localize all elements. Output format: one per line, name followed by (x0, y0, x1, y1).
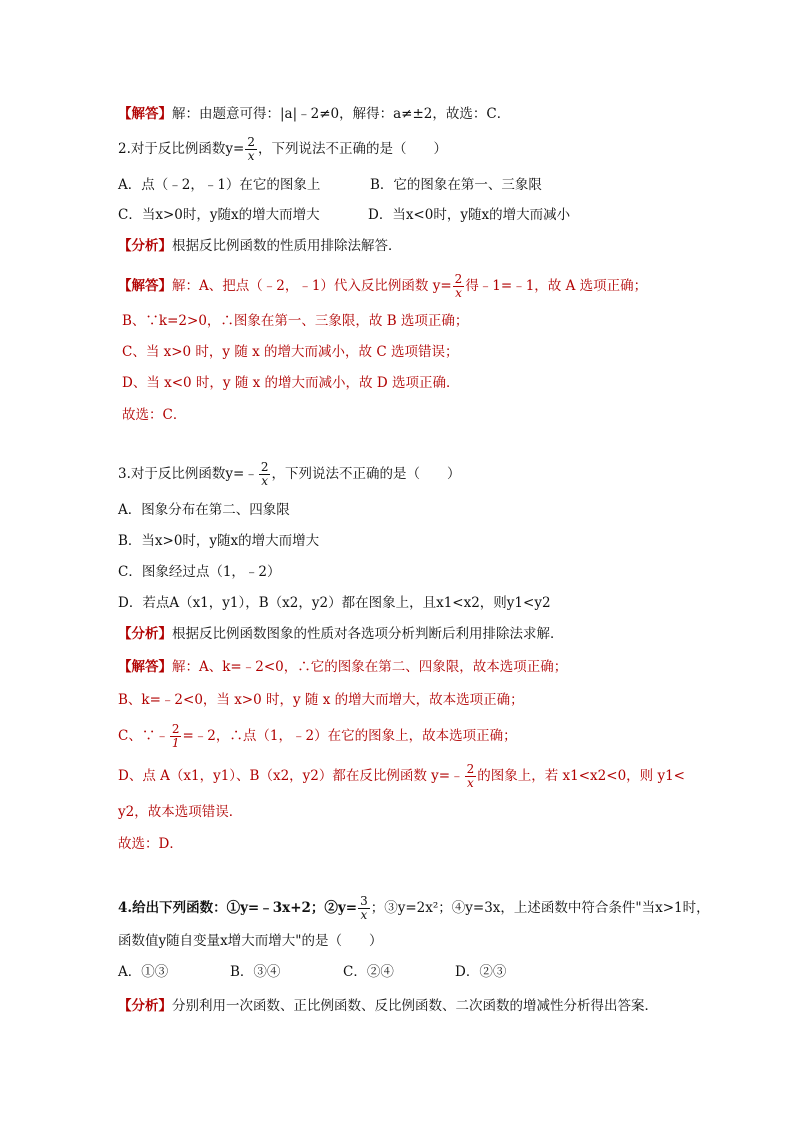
fraction-denominator: x (247, 149, 255, 163)
fraction-numerator: 2 (466, 762, 475, 776)
q4-stem-line-2 (118, 931, 382, 951)
q2-solution-c-text: C、当 x>0 时，y 随 x 的增大而减小，故 C 选项错误； (122, 344, 459, 360)
q2-stem-text-2: ，下列说法不正确的是（ ） (257, 141, 447, 157)
q2-solution-b (122, 311, 468, 331)
q2-option-a: A．点（﹣2，﹣1）在它的图象上 (118, 177, 321, 193)
q3-solution-a (118, 657, 567, 677)
q4-analysis (118, 996, 658, 1016)
q2-option-b: B．它的图象在第一、三象限 (370, 177, 542, 193)
q3-analysis (118, 624, 564, 644)
q2-choose-text: 故选：C． (122, 407, 187, 423)
q3-solution-d (118, 763, 685, 790)
q3-option-b: B．当x>0时，y随x的增大而增大 (118, 533, 320, 549)
q4-stem (118, 895, 710, 922)
q2-stem-text: 2.对于反比例函数y= (118, 141, 245, 157)
fraction (465, 763, 477, 790)
q4-option-c-line (343, 962, 394, 982)
fraction-numerator: 2 (260, 460, 269, 474)
q3-option-c-line (118, 562, 281, 582)
q2-solution-a-text: 解：A、把点（﹣2，﹣1）代入反比例函数 y= (172, 278, 452, 294)
q2-stem (118, 136, 447, 163)
q3-stem-text: 3.对于反比例函数y=﹣ (118, 466, 258, 482)
fraction-numerator: 2 (247, 135, 255, 149)
q4-option-d: D．②③ (455, 964, 507, 980)
solution-tag: 【解答】 (118, 659, 172, 675)
q3-choose (118, 834, 183, 854)
q2-solution-a-text-2: 得﹣1=﹣1，故 A 选项正确； (465, 278, 648, 294)
q2-solution-a (118, 273, 647, 300)
q3-solution-a-text: 解：A、k=﹣2<0，∴它的图象在第二、四象限，故本选项正确； (172, 659, 568, 675)
q4-stem-text-2: ；③y=2x²；④y=3x，上述函数中符合条件"当x>1时， (370, 900, 710, 916)
q2-solution-b-text: B、∵k=2>0，∴图象在第一、三象限，故 B 选项正确； (122, 313, 469, 329)
q3-option-d: D．若点A（x1，y1），B（x2，y2）都在图象上，且x1<x2，则y1<y2 (118, 595, 551, 611)
q2-solution-d (122, 373, 459, 393)
q3-solution-d-text-2: 的图象上，若 x1<x2<0，则 y1< (477, 768, 685, 784)
analysis-tag: 【分析】 (118, 998, 172, 1014)
fraction-numerator: 2 (171, 722, 180, 736)
q2-solution-c (122, 342, 458, 362)
fraction-denominator: x (360, 908, 368, 922)
fraction-numerator: 3 (360, 894, 368, 908)
q3-stem (118, 461, 460, 488)
fraction-denominator: x (467, 776, 474, 790)
q4-option-a: A．①③ (118, 964, 169, 980)
q2-choose (122, 405, 186, 425)
q3-option-b-line (118, 531, 319, 551)
q4-analysis-text: 分别利用一次函数、正比例函数、反比例函数、二次函数的增减性分析得出答案． (172, 998, 658, 1014)
q4-option-b: B．③④ (230, 964, 281, 980)
q4-option-d-line (455, 962, 506, 982)
q2-solution-d-text: D、当 x<0 时，y 随 x 的增大而减小，故 D 选项正确． (122, 375, 460, 391)
q3-choose-text: 故选：D． (118, 836, 183, 852)
fraction (245, 136, 257, 163)
q2-analysis (118, 236, 402, 256)
q3-solution-d-text-3: y2，故本选项错误． (118, 804, 243, 820)
q2-options-row-1 (118, 175, 320, 195)
solution-tag: 【解答】 (118, 106, 172, 122)
q3-stem-text-2: ，下列说法不正确的是（ ） (271, 466, 461, 482)
q4-option-b-line (230, 962, 280, 982)
fraction (170, 723, 182, 750)
q3-option-d-line (118, 593, 551, 613)
q3-option-a-line (118, 500, 290, 520)
fraction (453, 273, 465, 300)
q3-analysis-text: 根据反比例函数图象的性质对各选项分析判断后利用排除法求解． (172, 626, 564, 642)
q2-option-c: C．当x>0时，y随x的增大而增大 (118, 207, 320, 223)
q2-analysis-text: 根据反比例函数的性质用排除法解答． (172, 238, 402, 254)
fraction (259, 461, 271, 488)
q1-solution-line (118, 104, 510, 124)
analysis-tag: 【分析】 (118, 626, 172, 642)
q3-solution-d-cont (118, 802, 242, 822)
q4-option-a-line (118, 962, 168, 982)
q4-stem-text: 4.给出下列函数：①y=﹣3x+2；②y= (118, 900, 358, 916)
q2-options-row-2 (118, 205, 320, 225)
q3-solution-c-text: C、∵﹣ (118, 728, 169, 744)
q3-solution-d-text: D、点 A（x1，y1）、B（x2，y2）都在反比例函数 y=﹣ (118, 768, 464, 784)
q2-options-row-1b (370, 175, 542, 195)
solution-tag: 【解答】 (118, 278, 172, 294)
q3-option-c: C．图象经过点（1，﹣2） (118, 564, 281, 580)
q3-solution-b-text: B、k=﹣2<0，当 x>0 时，y 随 x 的增大而增大，故本选项正确； (118, 692, 524, 708)
q2-option-d: D．当x<0时，y随x的增大而减小 (368, 207, 571, 223)
analysis-tag: 【分析】 (118, 238, 172, 254)
q4-option-c: C．②④ (343, 964, 394, 980)
fraction-denominator: x (455, 286, 462, 300)
q4-stem-text-3: 函数值y随自变量x增大而增大"的是（ ） (118, 933, 383, 949)
fraction-numerator: 2 (454, 272, 463, 286)
q1-solution-text: 解：由题意可得：|a|﹣2≠0，解得：a≠±2，故选：C． (172, 106, 511, 122)
q3-solution-c (118, 723, 517, 750)
q3-option-a: A．图象分布在第二、四象限 (118, 502, 290, 518)
fraction-denominator: 1 (171, 736, 180, 750)
q3-solution-c-text-2: =﹣2，∴点（1，﹣2）在它的图象上，故本选项正确； (182, 728, 517, 744)
q2-options-row-2b (368, 205, 570, 225)
fraction (358, 895, 370, 922)
q3-solution-b (118, 690, 524, 710)
fraction-denominator: x (261, 474, 269, 488)
